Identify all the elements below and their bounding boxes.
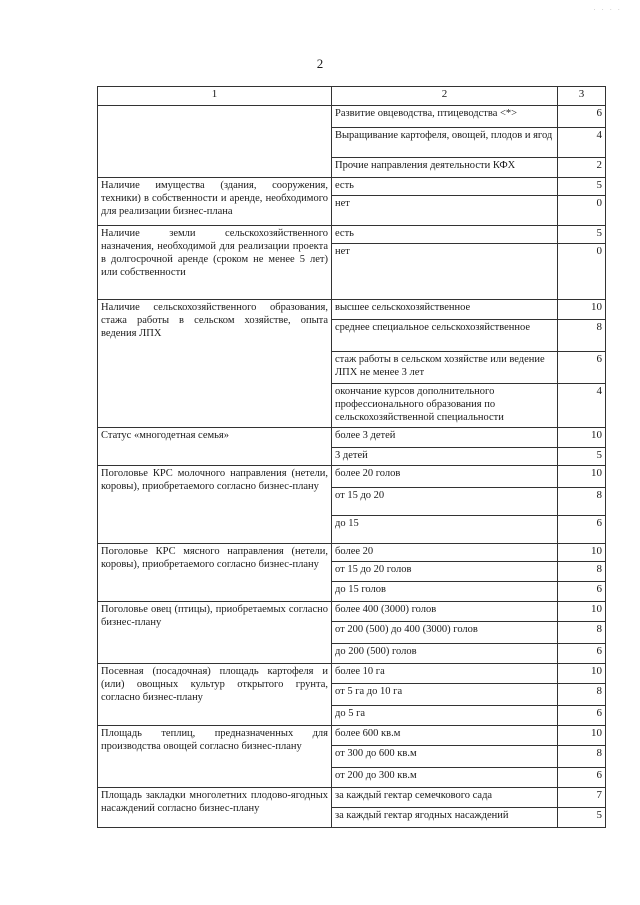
- option-cell: от 15 до 20 голов: [332, 562, 558, 582]
- score-cell: 10: [558, 544, 606, 562]
- option-cell: до 5 га: [332, 706, 558, 726]
- option-cell: Выращивание картофеля, овощей, плодов и ягод: [332, 128, 558, 158]
- score-cell: 8: [558, 320, 606, 352]
- option-cell: от 200 (500) до 400 (3000) голов: [332, 622, 558, 644]
- option-cell: более 600 кв.м: [332, 726, 558, 746]
- option-cell: более 10 га: [332, 664, 558, 684]
- score-cell: 10: [558, 602, 606, 622]
- table-row: [98, 300, 606, 320]
- header-col-3: 3: [558, 87, 606, 106]
- option-cell: есть: [332, 226, 558, 244]
- score-cell: 7: [558, 788, 606, 808]
- option-cell: 3 детей: [332, 448, 558, 466]
- option-cell: до 15: [332, 516, 558, 544]
- criterion-cell: [98, 106, 332, 178]
- score-cell: 6: [558, 644, 606, 664]
- option-cell: есть: [332, 178, 558, 196]
- criterion-cell: Наличие земли сельскохозяйственного назначения, необходимой для реализации проекта в долгосрочной аренде (сроком не менее 5 лет) или собственности: [98, 226, 332, 300]
- score-cell: 10: [558, 664, 606, 684]
- option-cell: Развитие овцеводства, птицеводства <*>: [332, 106, 558, 128]
- header-col-2: 2: [332, 87, 558, 106]
- option-cell: среднее специальное сельскохозяйственное: [332, 320, 558, 352]
- score-cell: 6: [558, 352, 606, 384]
- table-row: [98, 602, 606, 622]
- option-cell: за каждый гектар ягодных насаждений: [332, 808, 558, 828]
- score-cell: 8: [558, 622, 606, 644]
- table-row: [98, 226, 606, 244]
- option-cell: за каждый гектар семечкового сада: [332, 788, 558, 808]
- score-cell: 0: [558, 244, 606, 300]
- score-cell: 2: [558, 158, 606, 178]
- option-cell: нет: [332, 196, 558, 226]
- criterion-cell: Наличие сельскохозяйственного образования, стажа работы в сельском хозяйстве, опыта ведения ЛПХ: [98, 300, 332, 428]
- table-row: [98, 466, 606, 488]
- criterion-cell: Площадь теплиц, предназначенных для производства овощей согласно бизнес-плану: [98, 726, 332, 788]
- option-cell: от 5 га до 10 га: [332, 684, 558, 706]
- option-cell: от 200 до 300 кв.м: [332, 768, 558, 788]
- criterion-cell: Поголовье овец (птицы), приобретаемых согласно бизнес-плану: [98, 602, 332, 664]
- option-cell: более 20: [332, 544, 558, 562]
- score-cell: 5: [558, 178, 606, 196]
- table-row: [98, 428, 606, 448]
- score-cell: 10: [558, 428, 606, 448]
- option-cell: более 3 детей: [332, 428, 558, 448]
- score-cell: 5: [558, 226, 606, 244]
- criterion-cell: Наличие имущества (здания, сооружения, техники) в собственности и аренде, необходимого для реализации бизнес-плана: [98, 178, 332, 226]
- score-cell: 0: [558, 196, 606, 226]
- score-cell: 8: [558, 684, 606, 706]
- option-cell: Прочие направления деятельности КФХ: [332, 158, 558, 178]
- score-cell: 8: [558, 562, 606, 582]
- score-cell: 5: [558, 448, 606, 466]
- score-cell: 5: [558, 808, 606, 828]
- table-row: [98, 726, 606, 746]
- option-cell: нет: [332, 244, 558, 300]
- option-cell: стаж работы в сельском хозяйстве или ведение ЛПХ не менее 3 лет: [332, 352, 558, 384]
- table-row: [98, 544, 606, 562]
- option-cell: от 300 до 600 кв.м: [332, 746, 558, 768]
- score-cell: 8: [558, 746, 606, 768]
- header-col-1: 1: [98, 87, 332, 106]
- score-cell: 4: [558, 128, 606, 158]
- score-cell: 6: [558, 768, 606, 788]
- option-cell: более 20 голов: [332, 466, 558, 488]
- criterion-cell: Статус «многодетная семья»: [98, 428, 332, 466]
- score-cell: 6: [558, 706, 606, 726]
- score-cell: 10: [558, 466, 606, 488]
- criterion-cell: Поголовье КРС мясного направления (нетели, коровы), приобретаемого согласно бизнес-плану: [98, 544, 332, 602]
- option-cell: до 200 (500) голов: [332, 644, 558, 664]
- score-cell: 10: [558, 300, 606, 320]
- table-row: [98, 106, 606, 128]
- page-number: 2: [316, 56, 324, 71]
- criterion-cell: Посевная (посадочная) площадь картофеля и (или) овощных культур открытого грунта, согласно бизнес-плану: [98, 664, 332, 726]
- table-row: [98, 788, 606, 808]
- option-cell: от 15 до 20: [332, 488, 558, 516]
- criteria-table: [97, 86, 606, 828]
- criterion-cell: Поголовье КРС молочного направления (нетели, коровы), приобретаемого согласно бизнес-плану: [98, 466, 332, 544]
- criterion-cell: Площадь закладки многолетних плодово-ягодных насаждений согласно бизнес-плану: [98, 788, 332, 828]
- criteria-body: [98, 106, 606, 828]
- score-cell: 6: [558, 106, 606, 128]
- option-cell: до 15 голов: [332, 582, 558, 602]
- table-row: [98, 664, 606, 684]
- score-cell: 8: [558, 488, 606, 516]
- option-cell: высшее сельскохозяйственное: [332, 300, 558, 320]
- table-row: [98, 178, 606, 196]
- scan-artifact: · · · ·: [593, 6, 622, 14]
- score-cell: 10: [558, 726, 606, 746]
- score-cell: 6: [558, 582, 606, 602]
- score-cell: 4: [558, 384, 606, 428]
- score-cell: 6: [558, 516, 606, 544]
- option-cell: окончание курсов дополнительного профессионального образования по сельскохозяйственной специальности: [332, 384, 558, 428]
- header-row: [98, 87, 606, 106]
- option-cell: более 400 (3000) голов: [332, 602, 558, 622]
